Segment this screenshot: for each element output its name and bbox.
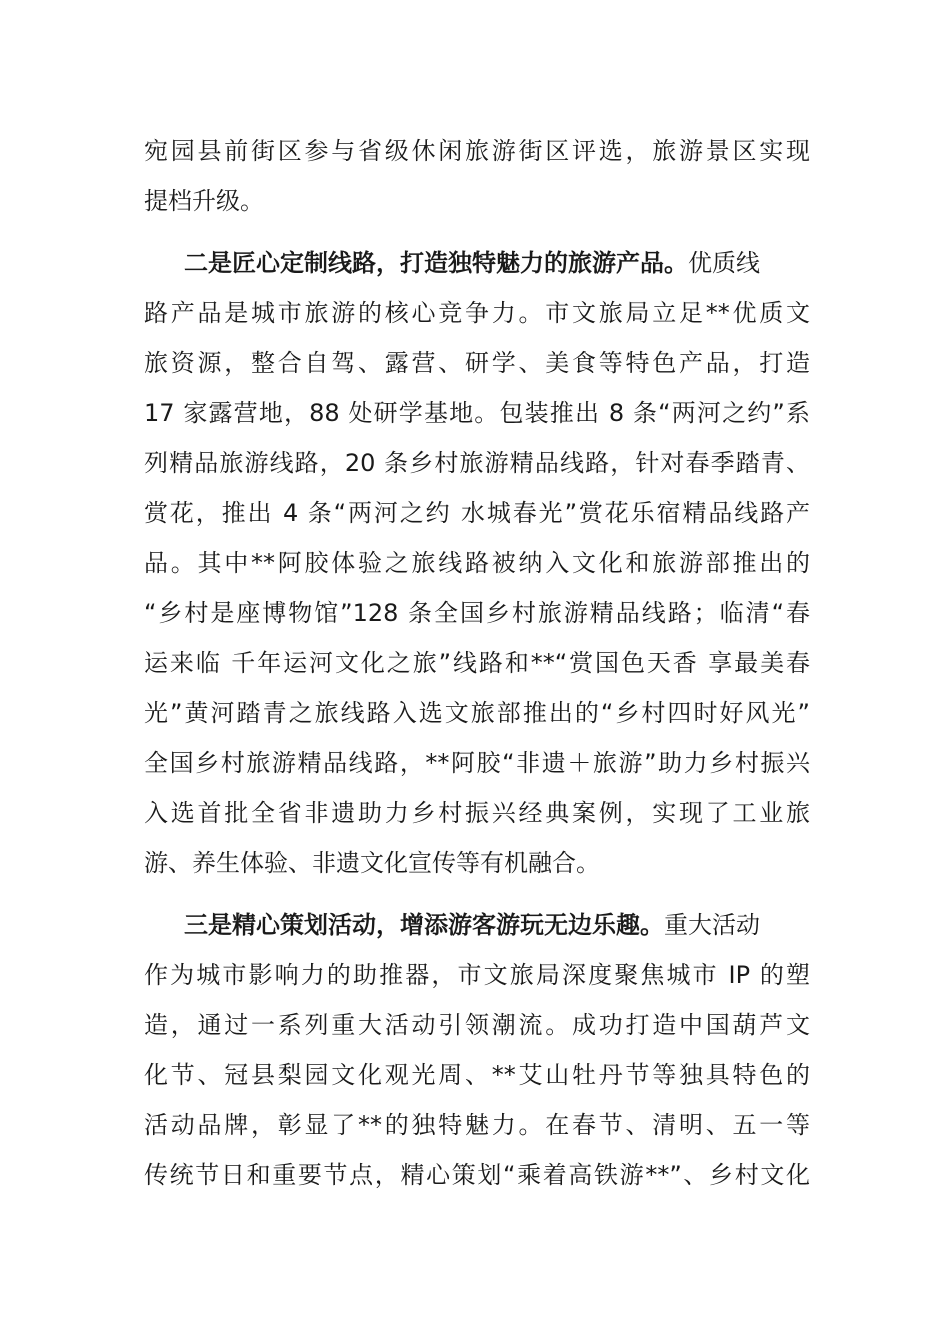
text-line: 品。其中**阿胶体验之旅线路被纳入文化和旅游部推出的	[144, 549, 810, 577]
text-line: 传统节日和重要节点，精心策划“乘着高铁游**”、乡村文化	[144, 1161, 810, 1189]
text-line: 运来临 千年运河文化之旅”线路和**“赏国色天香 享最美春	[144, 649, 810, 677]
document-page	[144, 126, 810, 1200]
text-line: 宛园县前街区参与省级休闲旅游街区评选，旅游景区实现	[144, 137, 810, 165]
paragraph-1	[144, 126, 810, 226]
text-line: 赏花，推出 4 条“两河之约 水城春光”赏花乐宿精品线路产	[144, 499, 810, 527]
text-line: 游、养生体验、非遗文化宣传等有机融合。	[144, 849, 600, 877]
text-line: 光”黄河踏青之旅线路入选文旅部推出的“乡村四时好风光”	[144, 699, 810, 727]
paragraph-first-line	[144, 900, 810, 950]
text-line: “乡村是座博物馆”128 条全国乡村旅游精品线路；临清“春	[144, 599, 810, 627]
paragraph-3	[144, 900, 810, 1200]
paragraph-2	[144, 238, 810, 888]
text-line: 17 家露营地，88 处研学基地。包装推出 8 条“两河之约”系	[144, 399, 810, 427]
text-line: 入选首批全省非遗助力乡村振兴经典案例，实现了工业旅	[144, 799, 810, 827]
text-line: 提档升级。	[144, 187, 264, 215]
text-line: 全国乡村旅游精品线路，**阿胶“非遗＋旅游”助力乡村振兴	[144, 749, 810, 777]
text-line: 化节、冠县梨园文化观光周、**艾山牡丹节等独具特色的	[144, 1061, 810, 1089]
text-segment: 重大活动	[664, 911, 760, 939]
text-line: 作为城市影响力的助推器，市文旅局深度聚焦城市 IP 的塑	[144, 961, 810, 989]
text-line: 旅资源，整合自驾、露营、研学、美食等特色产品，打造	[144, 349, 810, 377]
text-line: 活动品牌，彰显了**的独特魅力。在春节、清明、五一等	[144, 1111, 810, 1139]
text-line: 路产品是城市旅游的核心竞争力。市文旅局立足**优质文	[144, 299, 810, 327]
text-segment: 优质线	[688, 249, 760, 277]
paragraph-heading: 二是匠心定制线路，打造独特魅力的旅游产品。	[184, 249, 688, 277]
paragraph-heading: 三是精心策划活动，增添游客游玩无边乐趣。	[184, 911, 664, 939]
text-line: 列精品旅游线路，20 条乡村旅游精品线路，针对春季踏青、	[144, 449, 810, 477]
paragraph-first-line	[144, 238, 810, 288]
text-line: 造，通过一系列重大活动引领潮流。成功打造中国葫芦文	[144, 1011, 810, 1039]
